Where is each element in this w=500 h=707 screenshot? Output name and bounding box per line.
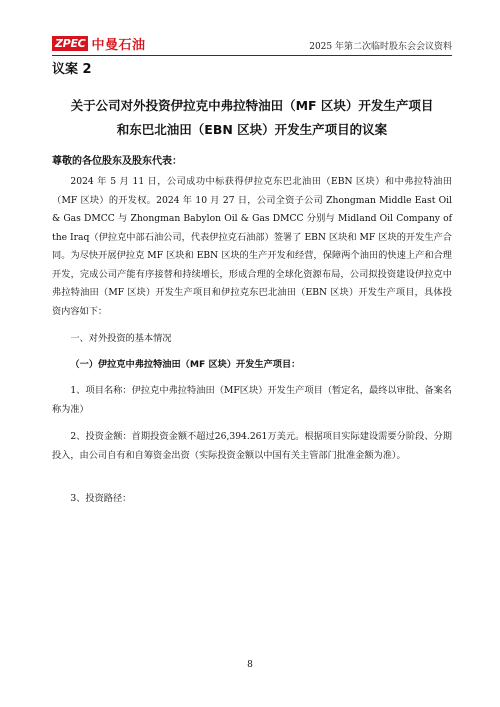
section-heading-1: 一、对外投资的基本情况	[70, 333, 172, 344]
logo-badge: ZPEC	[52, 36, 88, 51]
proposal-label: 议案 2	[52, 62, 92, 77]
page-number: 8	[247, 660, 253, 670]
header-divider	[52, 55, 452, 56]
logo-company-name: 中曼石油	[91, 38, 146, 53]
greeting: 尊敬的各位股东及股东代表：	[52, 156, 182, 167]
company-logo	[52, 34, 145, 53]
page-header	[52, 34, 452, 54]
body-paragraph-1: 2024 年 5 月 11 日，公司成功中标获得伊拉克东巴北油田（EBN 区块）和中弗拉特油田（MF 区块）的开发权。2024 年 10 月 27 日，公司全资子公司 Zhongman Middle East Oil & Gas DMCC 与 Zhongman Babylon Oil & Gas DMCC 分别与 Midland Oil Company of the Iraq（伊拉克中部石油公司，代表伊拉克石油部）签署了 EBN 区块和 MF 区块的开发生产合同。为尽快开展伊拉克 MF 区块和 EBN 区块的生产开发和经营，保障两个油田的快速上产和合理开发，完成公司产能有序接替和持续增长，形成合理的全球化资源布局，公司拟投资建设伊拉克中弗拉特油田（MF 区块）开发生产项目和伊拉克东巴北油田（EBN 区块）开发生产项目，具体投资内容如下：	[52, 176, 452, 317]
proposal-title-line-1: 关于公司对外投资伊拉克中弗拉特油田（MF 区块）开发生产项目	[70, 98, 434, 113]
item-project-name: 1、项目名称：伊拉克中弗拉特油田（MF区块）开发生产项目（暂定名，最终以审批、备案名称为准）	[52, 385, 452, 415]
meeting-material-title: 2025 年第二次临时股东会会议资料	[309, 42, 452, 52]
item-investment-path: 3、投资路径：	[70, 493, 132, 504]
subsection-heading-1: （一）伊拉克中弗拉特油田（MF 区块）开发生产项目：	[70, 359, 301, 370]
proposal-title-line-2: 和东巴北油田（EBN 区块）开发生产项目的议案	[116, 122, 388, 137]
item-investment-amount: 2、投资金额：首期投资金额不超过26,394.261万美元。根据项目实际建设需要分阶段、分期投入，由公司自有和自筹资金出资（实际投资金额以中国有关主管部门批准金额为准）。	[52, 431, 452, 461]
